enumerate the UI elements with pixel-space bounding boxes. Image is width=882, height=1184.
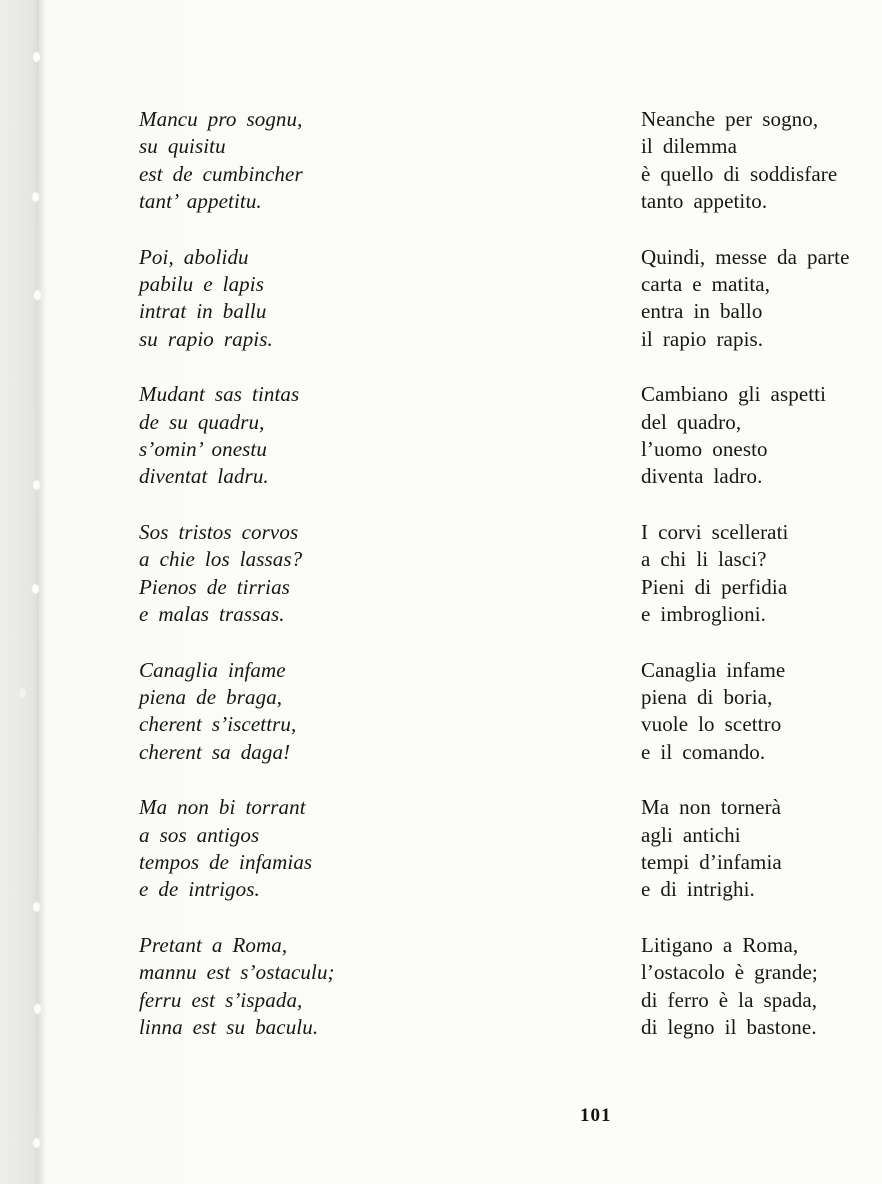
stanza-5-italian (641, 657, 850, 767)
stanza-1-sardinian (139, 106, 335, 216)
stanza-6-italian (641, 794, 850, 904)
poem-line: a chie los lassas? (139, 547, 303, 572)
binding-fold (37, 0, 39, 1184)
poem-line: cherent sa daga! (139, 739, 291, 764)
stanza-2-sardinian (139, 244, 335, 354)
poem-line: l’ostacolo è grande; (641, 960, 818, 985)
poem-line: Canaglia infame (641, 657, 786, 682)
poem-column-sardinian-original (139, 106, 335, 1069)
poem-line: il rapio rapis. (641, 326, 764, 351)
poem-line: l’uomo onesto (641, 437, 768, 462)
poem-line: Litigano a Roma, (641, 932, 799, 957)
poem-line: piena de braga, (139, 684, 283, 709)
poem-line: Pretant a Roma, (139, 932, 288, 957)
poem-line: del quadro, (641, 409, 742, 434)
stanza-7-sardinian (139, 932, 335, 1042)
poem-line: Mudant sas tintas (139, 382, 300, 407)
page-gutter-shadow (0, 0, 48, 1184)
poem-line: piena di boria, (641, 684, 773, 709)
poem-line: cherent s’iscettru, (139, 712, 297, 737)
poem-line: vuole lo scettro (641, 712, 782, 737)
poem-line: Poi, abolidu (139, 244, 249, 269)
poem-line: linna est su baculu. (139, 1014, 319, 1039)
poem-line: Ma non bi torrant (139, 795, 306, 820)
stanza-3-italian (641, 381, 850, 491)
poem-line: su quisitu (139, 134, 226, 159)
binding-thread-marks (33, 52, 40, 62)
poem-line: s’omin’ onestu (139, 437, 267, 462)
poem-line: Cambiano gli aspetti (641, 382, 827, 407)
poem-line: Mancu pro sognu, (139, 107, 303, 131)
poem-line: agli antichi (641, 822, 741, 847)
poem-line: e de intrigos. (139, 877, 260, 902)
poem-line: entra in ballo (641, 299, 763, 324)
poem-line: tant’ appetitu. (139, 189, 262, 214)
poem-line: a chi li lasci? (641, 547, 767, 572)
stanza-7-italian (641, 932, 850, 1042)
stanza-5-sardinian (139, 657, 335, 767)
stanza-2-italian (641, 244, 850, 354)
poem-line: è quello di soddisfare (641, 161, 838, 186)
poem-line: Pieni di perfidia (641, 574, 788, 599)
poem-line: tempi d’infamia (641, 849, 782, 874)
poem-line: diventat ladru. (139, 464, 269, 489)
poem-line: Canaglia infame (139, 657, 286, 682)
poem-line: il dilemma (641, 134, 738, 159)
stanza-3-sardinian (139, 381, 335, 491)
poem-line: tempos de infamias (139, 849, 313, 874)
poem-line: est de cumbincher (139, 161, 303, 186)
poem-line: Sos tristos corvos (139, 519, 299, 544)
poem-line: Ma non tornerà (641, 795, 782, 820)
poem-line: su rapio rapis. (139, 326, 273, 351)
poem-line: di ferro è la spada, (641, 987, 818, 1012)
poem-line: e di intrighi. (641, 877, 755, 902)
stanza-4-sardinian (139, 519, 335, 629)
poem-line: diventa ladro. (641, 464, 763, 489)
poem-column-italian-translation (641, 106, 850, 1069)
poem-line: I corvi scellerati (641, 519, 789, 544)
poem-line: de su quadru, (139, 409, 265, 434)
poem-line: e malas trassas. (139, 602, 285, 627)
page-number: 101 (580, 1105, 612, 1126)
poem-line: mannu est s’ostaculu; (139, 960, 335, 985)
poem-line: Pienos de tirrias (139, 574, 290, 599)
stanza-4-italian (641, 519, 850, 629)
poem-line: intrat in ballu (139, 299, 267, 324)
poem-line: ferru est s’ispada, (139, 987, 303, 1012)
stanza-6-sardinian (139, 794, 335, 904)
poem-line: pabilu e lapis (139, 272, 264, 297)
poem-line: e imbroglioni. (641, 602, 767, 627)
poem-line: Neanche per sogno, (641, 107, 819, 131)
poem-line: tanto appetito. (641, 189, 768, 214)
poem-line: Quindi, messe da parte (641, 244, 850, 269)
stanza-1-italian (641, 106, 850, 216)
poem-line: di legno il bastone. (641, 1014, 817, 1039)
poem-line: carta e matita, (641, 272, 771, 297)
poem-line: a sos antigos (139, 822, 260, 847)
poem-line: e il comando. (641, 739, 766, 764)
